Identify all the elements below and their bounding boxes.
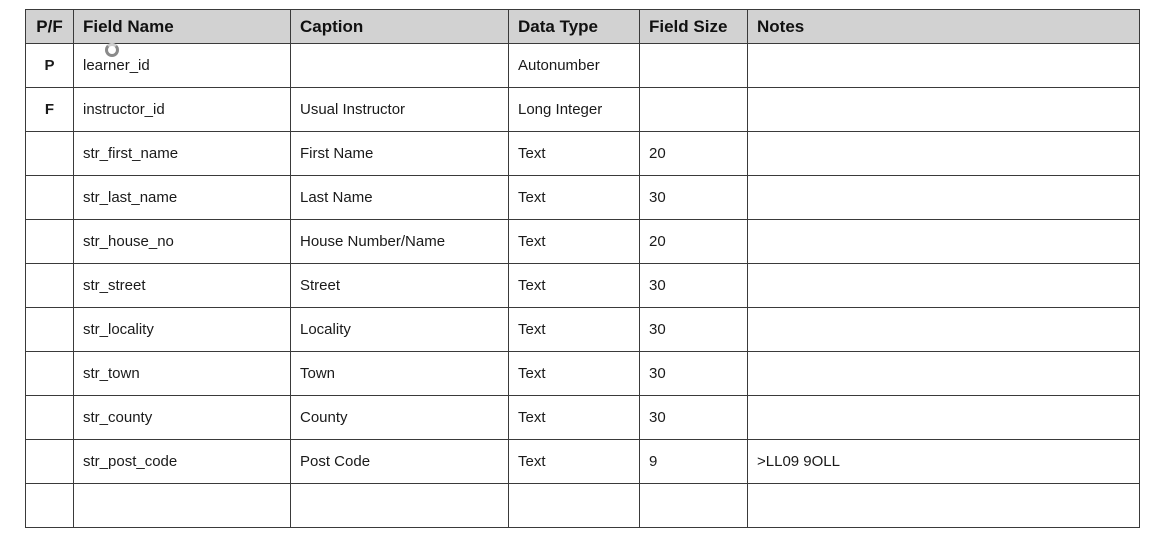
pf-cell[interactable] [26, 132, 74, 176]
field-name-cell[interactable]: str_town [74, 352, 291, 396]
pf-cell[interactable] [26, 176, 74, 220]
header-row [26, 10, 1140, 44]
caption-cell[interactable] [291, 484, 509, 528]
pf-cell[interactable] [26, 440, 74, 484]
data-type-cell[interactable]: Text [509, 308, 640, 352]
table-row[interactable] [26, 484, 1140, 528]
pf-cell[interactable] [26, 352, 74, 396]
table-row[interactable] [26, 264, 1140, 308]
field-size-cell[interactable]: 30 [640, 352, 748, 396]
field-size-cell[interactable] [640, 484, 748, 528]
pf-cell[interactable] [26, 308, 74, 352]
field-size-cell[interactable] [640, 44, 748, 88]
table-row[interactable] [26, 352, 1140, 396]
notes-cell[interactable] [748, 88, 1140, 132]
header-field-name: Field Name [74, 10, 291, 44]
caption-cell[interactable]: First Name [291, 132, 509, 176]
table-row[interactable] [26, 44, 1140, 88]
caption-cell[interactable]: Locality [291, 308, 509, 352]
field-name-cell[interactable]: str_first_name [74, 132, 291, 176]
data-type-cell[interactable]: Long Integer [509, 88, 640, 132]
pf-cell[interactable]: P [26, 44, 74, 88]
data-type-cell[interactable] [509, 484, 640, 528]
data-type-cell[interactable]: Text [509, 176, 640, 220]
header-data-type: Data Type [509, 10, 640, 44]
field-size-cell[interactable]: 30 [640, 264, 748, 308]
pf-cell[interactable] [26, 220, 74, 264]
table-row[interactable] [26, 220, 1140, 264]
caption-cell[interactable]: Town [291, 352, 509, 396]
header-pf: P/F [26, 10, 74, 44]
header-caption: Caption [291, 10, 509, 44]
notes-cell[interactable]: >LL09 9OLL [748, 440, 1140, 484]
notes-cell[interactable] [748, 220, 1140, 264]
field-name-cell[interactable]: learner_id [74, 44, 291, 88]
caption-cell[interactable] [291, 44, 509, 88]
field-name-cell[interactable] [74, 484, 291, 528]
pf-cell[interactable] [26, 396, 74, 440]
notes-cell[interactable] [748, 176, 1140, 220]
field-size-cell[interactable]: 20 [640, 132, 748, 176]
data-type-cell[interactable]: Text [509, 132, 640, 176]
caption-cell[interactable]: Usual Instructor [291, 88, 509, 132]
data-type-cell[interactable]: Text [509, 352, 640, 396]
caption-cell[interactable]: House Number/Name [291, 220, 509, 264]
notes-cell[interactable] [748, 308, 1140, 352]
table-row[interactable] [26, 308, 1140, 352]
notes-cell[interactable] [748, 132, 1140, 176]
field-size-cell[interactable]: 30 [640, 176, 748, 220]
table-body [26, 44, 1140, 528]
table-row[interactable] [26, 440, 1140, 484]
table-row[interactable] [26, 88, 1140, 132]
notes-cell[interactable] [748, 396, 1140, 440]
table-row[interactable] [26, 176, 1140, 220]
caption-cell[interactable]: County [291, 396, 509, 440]
field-size-cell[interactable]: 30 [640, 308, 748, 352]
field-name-cell[interactable]: str_county [74, 396, 291, 440]
notes-cell[interactable] [748, 44, 1140, 88]
data-type-cell[interactable]: Text [509, 264, 640, 308]
table-row[interactable] [26, 132, 1140, 176]
notes-cell[interactable] [748, 484, 1140, 528]
data-type-cell[interactable]: Text [509, 440, 640, 484]
field-name-cell[interactable]: str_last_name [74, 176, 291, 220]
notes-cell[interactable] [748, 264, 1140, 308]
field-name-cell[interactable]: instructor_id [74, 88, 291, 132]
header-notes: Notes [748, 10, 1140, 44]
header-field-size: Field Size [640, 10, 748, 44]
caption-cell[interactable]: Post Code [291, 440, 509, 484]
field-size-cell[interactable] [640, 88, 748, 132]
data-type-cell[interactable]: Text [509, 396, 640, 440]
field-name-cell[interactable]: str_post_code [74, 440, 291, 484]
field-definition-table [25, 9, 1140, 528]
pf-cell[interactable] [26, 264, 74, 308]
caption-cell[interactable]: Street [291, 264, 509, 308]
field-name-cell[interactable]: str_street [74, 264, 291, 308]
field-name-cell[interactable]: str_house_no [74, 220, 291, 264]
pf-cell[interactable] [26, 484, 74, 528]
field-size-cell[interactable]: 9 [640, 440, 748, 484]
notes-cell[interactable] [748, 352, 1140, 396]
pf-cell[interactable]: F [26, 88, 74, 132]
table-row[interactable] [26, 396, 1140, 440]
field-size-cell[interactable]: 30 [640, 396, 748, 440]
caption-cell[interactable]: Last Name [291, 176, 509, 220]
field-size-cell[interactable]: 20 [640, 220, 748, 264]
data-type-cell[interactable]: Text [509, 220, 640, 264]
data-type-cell[interactable]: Autonumber [509, 44, 640, 88]
field-name-cell[interactable]: str_locality [74, 308, 291, 352]
